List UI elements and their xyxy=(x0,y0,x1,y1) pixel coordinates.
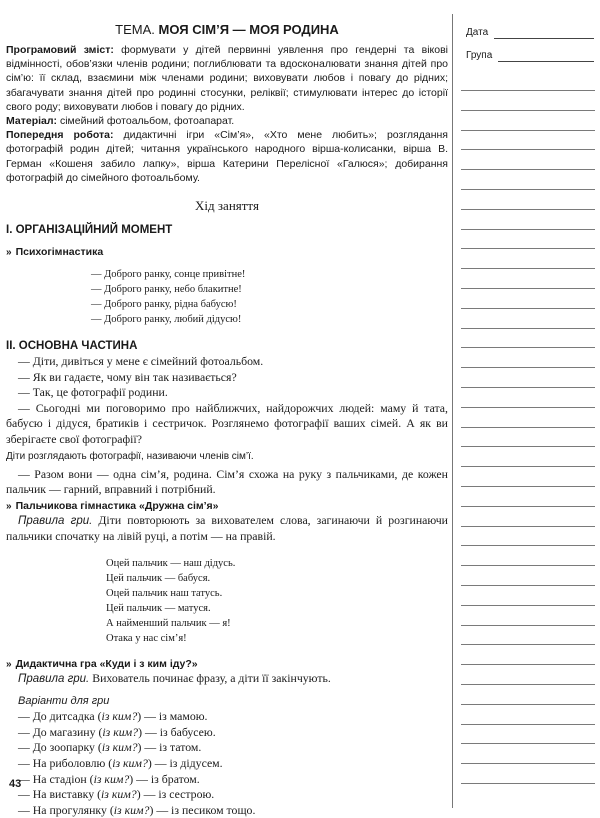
dialogue-line: — Так, це фотографії родини. xyxy=(18,385,168,400)
rules-text: Вихователь починає фразу, а діти її закінчують. xyxy=(92,670,331,685)
note-line xyxy=(461,110,595,111)
note-line xyxy=(461,704,595,705)
note-line xyxy=(461,328,595,329)
chevron-right-icon: » xyxy=(6,658,12,670)
group-field[interactable] xyxy=(498,61,594,62)
note-line xyxy=(461,229,595,230)
didactic-game-heading xyxy=(6,658,448,670)
poem-line: А найменший пальчик — я! xyxy=(106,617,231,629)
variant-line: — До дитсадка (із ким?) — із мамою. xyxy=(18,709,208,724)
variant-line: — До зоопарку (із ким?) — із татом. xyxy=(18,740,202,755)
variant-line: — На виставку (із ким?) — із сестрою. xyxy=(18,787,215,802)
section2-heading: ІІ. ОСНОВНА ЧАСТИНА xyxy=(6,340,138,353)
note-line xyxy=(461,724,595,725)
note-line xyxy=(461,684,595,685)
program-paragraph xyxy=(6,43,448,114)
material-text: сімейний фотоальбом, фотоапарат. xyxy=(59,115,235,128)
poem-line: Цей пальчик — бабуся. xyxy=(106,572,211,584)
note-line xyxy=(461,605,595,606)
finger-game-heading xyxy=(6,500,448,512)
conclusion-block xyxy=(6,467,448,498)
note-line xyxy=(461,486,595,487)
variant-line: — На риболовлю (із ким?) — із дідусем. xyxy=(18,755,223,770)
intro-block xyxy=(6,43,448,185)
rules-label: Правила гри. xyxy=(18,672,90,685)
poem-line: — Доброго ранку, любий дідусю! xyxy=(91,314,242,326)
finger-poem xyxy=(106,556,448,646)
margin-divider xyxy=(452,14,453,808)
group-label: Група xyxy=(466,50,493,61)
note-line xyxy=(461,763,595,764)
program-text: формувати у дітей первинні уявлення про гендерні та вікові відмінності, обов’язки членів родини; поглиблювати та вдосконалювати знання дітей про сім’ю: її склад, взаємини між членами родини; виховувати любов і повагу до рідних; збагачувати знання дітей про родинні стосунки, реліквії; стимулювати інтерес до історії свого роду; виховувати любов і повагу до рідних. xyxy=(6,44,448,113)
note-line xyxy=(461,545,595,546)
note-line xyxy=(461,466,595,467)
poem-line: — Доброго ранку, рідна бабусю! xyxy=(91,299,237,311)
note-line xyxy=(461,743,595,744)
note-line xyxy=(461,367,595,368)
lesson-heading: Хід заняття xyxy=(195,198,259,214)
note-line xyxy=(461,625,595,626)
note-line xyxy=(461,169,595,170)
rules-text: Діти повторюють за вихователем слова, загинаючи й розгинаючи пальчики спочатку на лівій руці, а потім — на правій. xyxy=(6,512,448,544)
chevron-right-icon: » xyxy=(6,500,12,512)
finger-game-label: Пальчикова гімнастика «Дружна сім’я» xyxy=(15,499,219,512)
teacher-note: Діти розглядають фотографії, називаючи членів сім’ї. xyxy=(6,450,254,462)
variants-label: Варіанти для гри xyxy=(18,694,110,707)
didactic-game-rules xyxy=(6,671,448,688)
note-line xyxy=(461,783,595,784)
note-line xyxy=(461,130,595,131)
page-number: 43 xyxy=(9,778,22,790)
poem-line: — Доброго ранку, сонце привітне! xyxy=(91,269,246,281)
variant-line: — На стадіон (із ким?) — із братом. xyxy=(18,771,200,786)
note-line xyxy=(461,308,595,309)
dialogue-line: — Як ви гадаєте, чому він так називається? xyxy=(18,369,237,384)
poem-line: Оцей пальчик наш татусь. xyxy=(106,587,223,599)
note-line xyxy=(461,288,595,289)
dialogue-line: — Діти, дивіться у мене є сімейний фотоальбом. xyxy=(18,354,264,369)
note-line xyxy=(461,347,595,348)
variants-list xyxy=(6,709,448,818)
topic-title: МОЯ СІМ’Я — МОЯ РОДИНА xyxy=(158,22,339,37)
psycho-subheading-label: Психогімнастика xyxy=(15,246,104,259)
material-label: Матеріал: xyxy=(6,115,58,128)
date-field[interactable] xyxy=(494,38,594,39)
note-line xyxy=(461,664,595,665)
poem-line: Отака у нас сім’я! xyxy=(106,632,187,644)
note-line xyxy=(461,526,595,527)
rules-label: Правила гри. xyxy=(18,514,93,527)
lesson-content xyxy=(6,22,448,818)
program-label: Програмовий зміст: xyxy=(6,44,114,56)
note-line xyxy=(461,446,595,447)
finger-game-rules xyxy=(6,513,448,545)
psycho-subheading xyxy=(6,246,448,258)
didactic-game-label: Дидактична гра «Куди і з ким іду?» xyxy=(15,657,198,670)
note-line xyxy=(461,644,595,645)
greeting-poem xyxy=(91,267,448,327)
note-line xyxy=(461,90,595,91)
note-line xyxy=(461,407,595,408)
chevron-right-icon: » xyxy=(6,247,12,259)
variant-line: — На прогулянку (із ким?) — із песиком тощо. xyxy=(18,802,256,817)
poem-line: — Доброго ранку, небо блакитне! xyxy=(91,284,242,296)
prep-label: Попередня робота: xyxy=(6,129,114,142)
notes-margin xyxy=(452,0,600,808)
note-line xyxy=(461,506,595,507)
note-line xyxy=(461,387,595,388)
note-line xyxy=(461,427,595,428)
date-label: Дата xyxy=(466,27,489,38)
variant-line: — До магазину (із ким?) — із бабусею. xyxy=(18,724,216,739)
poem-line: Цей пальчик — матуся. xyxy=(106,602,211,614)
prep-text: дидактичні ігри «Сім’я», «Хто мене любить»; розглядання фотографій родин дітей; читання українського народного вірша-колисанки, вірша В. Герман «Кошеня забило лапку», вірша Катерини Перелісної «Галюся»; добирання фотографій до сімейного фотоальбому. xyxy=(6,129,448,184)
note-line xyxy=(461,209,595,210)
prep-paragraph xyxy=(6,128,448,185)
conclusion-text: — Разом вони — одна сім’я, родина. Сім’я схожа на руку з пальчиками, де кожен пальчик — гарний, вправний і потрібний. xyxy=(6,466,448,497)
note-line xyxy=(461,565,595,566)
note-line xyxy=(461,248,595,249)
section1-heading: І. ОРГАНІЗАЦІЙНИЙ МОМЕНТ xyxy=(6,224,173,237)
note-line xyxy=(461,268,595,269)
page-title xyxy=(6,22,448,37)
topic-prefix: ТЕМА. xyxy=(115,22,155,37)
dialogue-block xyxy=(6,354,448,448)
dialogue-line: — Сьогодні ми поговоримо про найближчих, найдорожчих людей: маму й тата, бабусю і дідуся, братиків і сестричок. Розглянемо фотографії ваших сімей. А як ви зберігаєте свої фотографії? xyxy=(6,400,448,446)
note-line xyxy=(461,585,595,586)
note-line xyxy=(461,149,595,150)
note-line xyxy=(461,189,595,190)
material-paragraph xyxy=(6,114,448,128)
poem-line: Оцей пальчик — наш дідусь. xyxy=(106,557,236,569)
